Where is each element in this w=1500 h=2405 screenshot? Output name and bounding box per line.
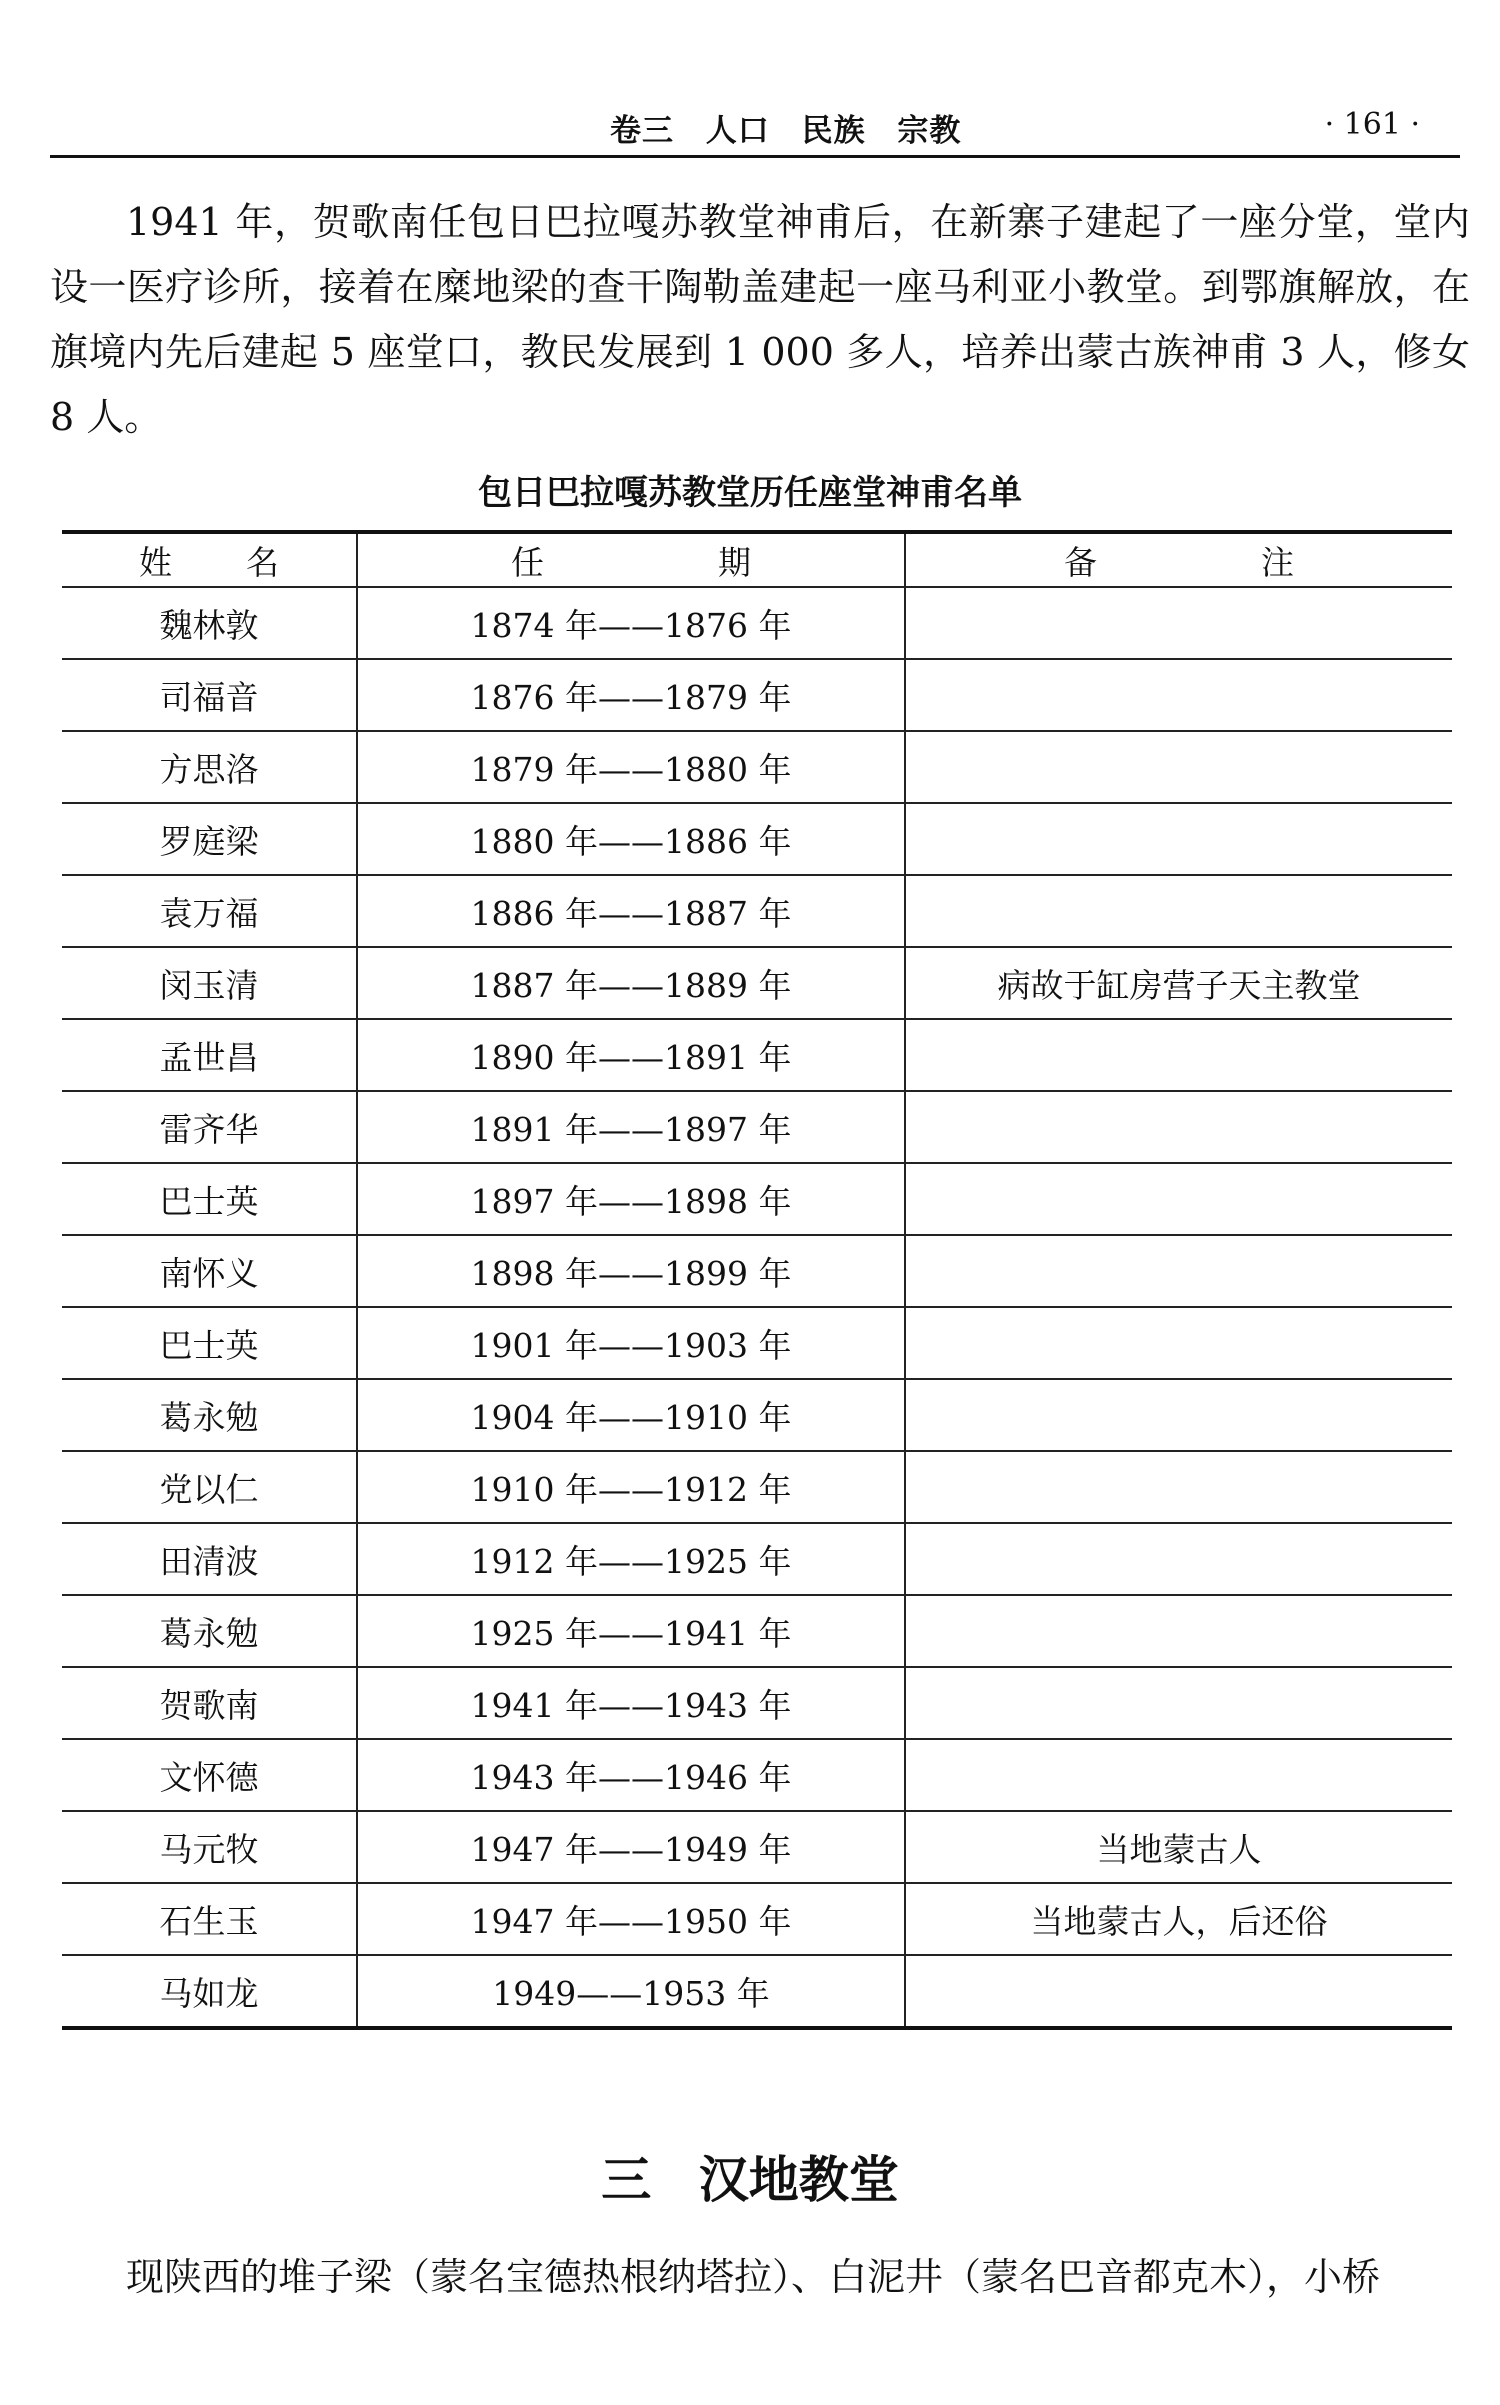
table-row [62,1883,1452,1955]
cell-term: 1880 年——1886 年 [357,803,905,875]
cell-note [905,875,1452,947]
cell-name: 贺歌南 [62,1667,357,1739]
cell-name: 南怀义 [62,1235,357,1307]
table-row [62,1379,1452,1451]
cell-term: 1891 年——1897 年 [357,1091,905,1163]
cell-term: 1949——1953 年 [357,1955,905,2028]
table-row [62,1523,1452,1595]
header-term [357,532,905,587]
cell-name: 巴士英 [62,1163,357,1235]
table-row [62,1235,1452,1307]
table-row [62,587,1452,659]
cell-name: 文怀德 [62,1739,357,1811]
cell-name: 石生玉 [62,1883,357,1955]
cell-term: 1901 年——1903 年 [357,1307,905,1379]
cell-term: 1897 年——1898 年 [357,1163,905,1235]
table-row [62,731,1452,803]
page-number: · 161 · [1324,107,1420,142]
cell-note [905,803,1452,875]
table-row [62,803,1452,875]
header-term-char: 任 [511,542,544,582]
cell-term: 1925 年——1941 年 [357,1595,905,1667]
cell-term: 1947 年——1950 年 [357,1883,905,1955]
cell-term: 1886 年——1887 年 [357,875,905,947]
cell-term: 1910 年——1912 年 [357,1451,905,1523]
cell-note [905,587,1452,659]
cell-note [905,1739,1452,1811]
cell-term: 1887 年——1889 年 [357,947,905,1019]
cell-note [905,1955,1452,2028]
cell-note [905,1523,1452,1595]
cell-term: 1876 年——1879 年 [357,659,905,731]
cell-name: 罗庭梁 [62,803,357,875]
table-header-row [62,532,1452,587]
cell-term: 1874 年——1876 年 [357,587,905,659]
table-row [62,1019,1452,1091]
cell-name: 方思洛 [62,731,357,803]
intro-paragraph: 1941 年，贺歌南任包日巴拉嘎苏教堂神甫后，在新寨子建起了一座分堂，堂内设一医疗诊所，接着在糜地梁的查干陶勒盖建起一座马利亚小教堂。到鄂旗解放，在旗境内先后建起 5 座堂口，教民发展到 1 000 多人，培养出蒙古族神甫 3 人，修女 8 人。 [50,200,1470,439]
cell-term: 1912 年——1925 年 [357,1523,905,1595]
cell-note: 当地蒙古人 [905,1811,1452,1883]
cell-name: 司福音 [62,659,357,731]
table-row [62,1307,1452,1379]
header-name-char: 姓 [139,542,172,582]
cell-name: 雷齐华 [62,1091,357,1163]
section-heading: 三 汉地教堂 [601,2151,899,2209]
header-name [62,532,357,587]
cell-term: 1941 年——1943 年 [357,1667,905,1739]
cell-note [905,1091,1452,1163]
cell-note: 病故于缸房营子天主教堂 [905,947,1452,1019]
table-row [62,1739,1452,1811]
cell-name: 巴士英 [62,1307,357,1379]
cell-note [905,1667,1452,1739]
page-header [50,95,1460,158]
header-name-char: 名 [246,542,279,582]
cell-note [905,1163,1452,1235]
running-head-title: 卷三 人口 民族 宗教 [610,113,962,149]
header-note-char: 备 [1064,542,1097,582]
table-row [62,1595,1452,1667]
table-row [62,1451,1452,1523]
cell-name: 孟世昌 [62,1019,357,1091]
table-row [62,1667,1452,1739]
priest-roster-table [62,530,1452,2030]
cell-note [905,731,1452,803]
cell-note: 当地蒙古人，后还俗 [905,1883,1452,1955]
cell-note [905,1019,1452,1091]
cell-term: 1898 年——1899 年 [357,1235,905,1307]
cell-note [905,659,1452,731]
table-row [62,1091,1452,1163]
table-row [62,1955,1452,2028]
cell-term: 1879 年——1880 年 [357,731,905,803]
cell-note [905,1379,1452,1451]
cell-note [905,1451,1452,1523]
cell-name: 党以仁 [62,1451,357,1523]
table-row [62,659,1452,731]
cell-name: 田清波 [62,1523,357,1595]
section-paragraph: 现陕西的堆子梁（蒙名宝德热根纳塔拉）、白泥井（蒙名巴音都克木），小桥 [126,2255,1381,2299]
table-title: 包日巴拉嘎苏教堂历任座堂神甫名单 [478,473,1022,513]
header-term-char: 期 [718,542,751,582]
cell-note [905,1307,1452,1379]
table-row [62,947,1452,1019]
cell-name: 马元牧 [62,1811,357,1883]
header-note [905,532,1452,587]
cell-term: 1947 年——1949 年 [357,1811,905,1883]
cell-name: 马如龙 [62,1955,357,2028]
cell-name: 葛永勉 [62,1595,357,1667]
cell-term: 1943 年——1946 年 [357,1739,905,1811]
cell-note [905,1235,1452,1307]
cell-name: 葛永勉 [62,1379,357,1451]
table-row [62,1811,1452,1883]
cell-name: 魏林敦 [62,587,357,659]
cell-term: 1904 年——1910 年 [357,1379,905,1451]
cell-name: 袁万福 [62,875,357,947]
table-row [62,875,1452,947]
cell-note [905,1595,1452,1667]
header-note-char: 注 [1261,542,1294,582]
table-row [62,1163,1452,1235]
cell-term: 1890 年——1891 年 [357,1019,905,1091]
cell-name: 闵玉清 [62,947,357,1019]
